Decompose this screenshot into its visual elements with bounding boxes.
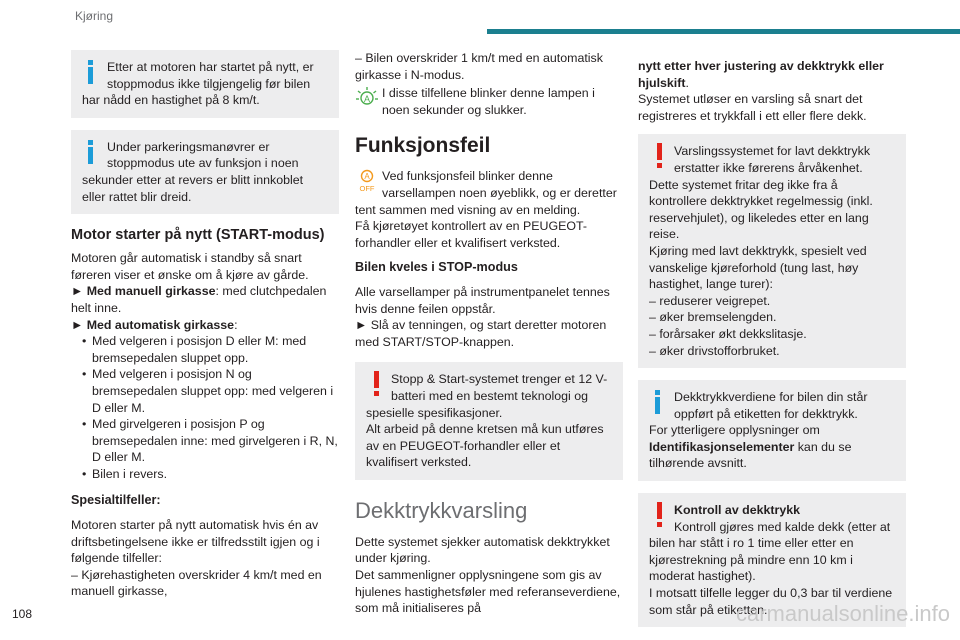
stop-start-green-lamp-icon (355, 85, 379, 111)
list-item: – reduserer veigrepet. (649, 293, 771, 308)
subheading: Spesialtilfeller: (71, 493, 161, 508)
list-item: – øker bremselengden. (649, 310, 777, 325)
paragraph: Få kjøretøyet kontrollert av en PEUGEOT-forhandler eller et kvalifisert verksted. (355, 219, 588, 250)
warning-text: Dette systemet fritar deg ikke fra å kontrollere dekktrykket regelmessig (inkl. reservehjulet), og likeledes etter en lang reise. (649, 177, 873, 242)
page-number: 108 (12, 607, 33, 621)
paragraph: Ved funksjonsfeil blinker denne varsellampen noen øyeblikk, og er deretter tent sammen med visning av en melding. (355, 169, 617, 217)
paragraph: Motoren starter på nytt automatisk hvis én av driftsbetingelsene ikke er tilfredsstilt igjen og i følgende tilfeller: (71, 518, 320, 566)
svg-text:A: A (364, 172, 370, 182)
header-accent-bar (487, 29, 960, 34)
column-left (71, 50, 339, 600)
warning-text: Alt arbeid på denne kretsen må kun utføres av en PEUGEOT-forhandler eller et kvalifisert verksted. (366, 422, 604, 470)
lamp-paragraph (355, 85, 623, 124)
info-box-restart (71, 50, 339, 118)
paragraph: ► Slå av tenningen, og start deretter motoren med START/STOP-knappen. (355, 318, 607, 349)
stop-start-off-lamp-icon (355, 168, 379, 194)
info-icon (82, 59, 104, 87)
paragraph: I disse tilfellene blinker denne lampen i noen sekunder og slukker. (382, 86, 595, 117)
auto-gearbox-line: ► Med automatisk girkasse: (71, 317, 238, 332)
list-item: – øker drivstofforbruket. (649, 343, 780, 358)
info-text: Etter at motoren har startet på nytt, er stoppmodus ikke tilgjengelig før bilen har nådd en hastighet på 8 km/t. (82, 60, 314, 108)
warning-icon (366, 371, 388, 399)
list-item: – forårsaker økt dekkslitasje. (649, 326, 807, 341)
warning-text: Kontroll gjøres med kalde dekk (etter at bilen har stått i ro 1 time eller etter en kjørestrekning på mindre enn 10 km i moderat hastighet). (649, 519, 891, 584)
manual-gearbox-line: ► Med manuell girkasse: med clutchpedalen helt inne. (71, 284, 327, 315)
warning-text: Stopp & Start-systemet trenger et 12 V-batteri med en bestemt teknologi og spesielle spesifikasjoner. (366, 372, 608, 420)
paragraph: – Bilen overskrider 1 km/t med en automatisk girkasse i N-modus. (355, 51, 603, 82)
list-item: • Med velgeren i posisjon N og bremsepedalen sluppet opp: med velgeren i D eller M. (82, 366, 339, 416)
section-title: Kjøring (75, 9, 114, 23)
info-box-pressure (638, 380, 906, 481)
list-item: • Med velgeren i posisjon D eller M: med bremsepedalen sluppet opp. (82, 333, 339, 366)
info-icon (82, 139, 104, 167)
paragraph: Systemet utløser en varsling så snart det registreres et trykkfall i ett eller flere dekk. (638, 92, 867, 123)
warning-text: Varslingssystemet for lavt dekktrykk erstatter ikke førerens årvåkenhet. (674, 144, 871, 175)
warning-icon (649, 502, 671, 530)
warning-text: Kjøring med lavt dekktrykk, spesielt ved vanskelige kjøreforhold (tung last, høy hastighet, lange turer): (649, 243, 867, 292)
warning-heading: Kontroll av dekktrykk (674, 503, 801, 518)
paragraph: – Kjørehastigheten overskrider 4 km/t med en manuell girkasse, (71, 567, 322, 599)
warning-box-battery (355, 362, 623, 480)
watermark: carmanualsonline.info (735, 601, 950, 626)
chapter-heading: Dekktrykkvarsling (355, 497, 528, 523)
column-right (638, 50, 906, 639)
list-item: • Med girvelgeren i posisjon P og bremsepedalen inne: med girvelgeren i R, N, D eller M. (82, 416, 339, 466)
info-text: For ytterligere opplysninger om Identifikasjonselementer kan du se tilhørende avsnitt. (649, 423, 852, 471)
column-middle (355, 50, 623, 617)
section-heading: Motor starter på nytt (START-modus) (71, 227, 325, 244)
paragraph: Dette systemet sjekker automatisk dekktrykket under kjøring. (355, 534, 610, 566)
paragraph: Det sammenligner opplysningene som gis av hjulenes hastighetsføler med referanseverdiene, som må initialiseres på (355, 568, 621, 616)
paragraph: Motoren går automatisk i standby så snart føreren viser et ønske om å kjøre av gårde. (71, 251, 309, 282)
info-text: Under parkeringsmanøvrer er stoppmodus ute av funksjon i noen sekunder etter at revers er blitt innkoblet eller rattet blir dreid. (82, 139, 304, 204)
paragraph: nytt etter hver justering av dekktrykk eller hjulskift. (638, 59, 884, 90)
warning-text: I motsatt tilfelle legger du 0,3 bar til verdiene som står på etiketten. (649, 586, 893, 617)
info-box-parking (71, 130, 339, 214)
list-item: • Bilen i revers. (82, 466, 339, 483)
svg-text:OFF: OFF (359, 184, 375, 194)
fault-paragraph (355, 168, 623, 251)
paragraph: Alle varsellamper på instrumentpanelet tennes hvis denne feilen oppstår. (355, 284, 610, 316)
info-text: Dekktrykkverdiene for bilen din står oppført på etiketten for dekktrykk. (674, 390, 868, 421)
warning-box-tpms (638, 134, 906, 368)
bullet-list (71, 333, 339, 482)
svg-text:A: A (363, 94, 371, 105)
info-icon (649, 389, 671, 417)
section-heading: Funksjonsfeil (355, 134, 491, 158)
subheading: Bilen kveles i STOP-modus (355, 260, 518, 275)
warning-icon (649, 143, 671, 171)
